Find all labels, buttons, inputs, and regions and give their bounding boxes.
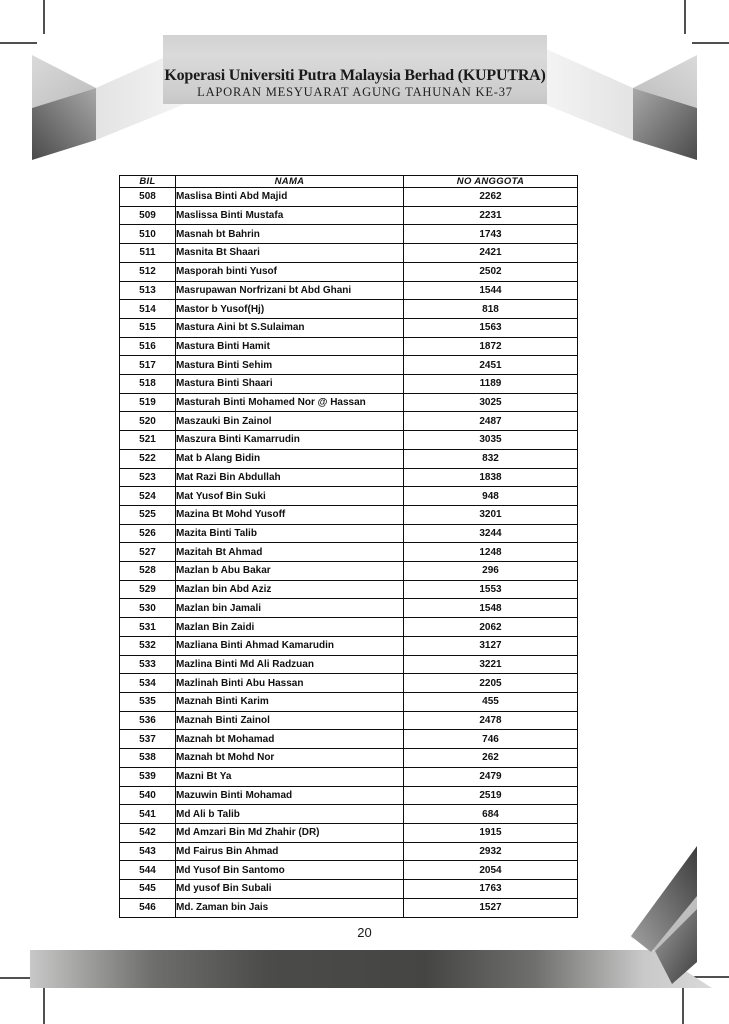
nama-cell: Maznah bt Mohamad [176, 730, 404, 749]
no-anggota-cell: 684 [404, 805, 578, 824]
no-anggota-cell: 948 [404, 487, 578, 506]
nama-cell: Mazitah Bt Ahmad [176, 543, 404, 562]
nama-cell: Mazliana Binti Ahmad Kamarudin [176, 636, 404, 655]
nama-cell: Mazlinah Binti Abu Hassan [176, 674, 404, 693]
table-row [120, 543, 578, 562]
no-anggota-cell: 746 [404, 730, 578, 749]
nama-cell: Mastura Binti Shaari [176, 375, 404, 394]
table-row [120, 337, 578, 356]
nama-cell: Maslisa Binti Abd Majid [176, 188, 404, 207]
bil-cell: 545 [120, 880, 176, 899]
nama-cell: Md yusof Bin Subali [176, 880, 404, 899]
bil-cell: 520 [120, 412, 176, 431]
nama-cell: Mazita Binti Talib [176, 524, 404, 543]
table-row [120, 880, 578, 899]
table-row [120, 805, 578, 824]
nama-cell: Maszura Binti Kamarrudin [176, 431, 404, 450]
no-anggota-cell: 2421 [404, 244, 578, 263]
no-anggota-cell: 1563 [404, 318, 578, 337]
bil-cell: 526 [120, 524, 176, 543]
table-row [120, 692, 578, 711]
table-row [120, 823, 578, 842]
no-anggota-cell: 3025 [404, 393, 578, 412]
bil-cell: 512 [120, 262, 176, 281]
bil-cell: 532 [120, 636, 176, 655]
nama-cell: Md Yusof Bin Santomo [176, 861, 404, 880]
table-row [120, 580, 578, 599]
no-anggota-cell: 2262 [404, 188, 578, 207]
no-anggota-cell: 2519 [404, 786, 578, 805]
table-row [120, 225, 578, 244]
bil-cell: 518 [120, 375, 176, 394]
no-anggota-cell: 3035 [404, 431, 578, 450]
no-anggota-cell: 262 [404, 749, 578, 768]
bil-cell: 513 [120, 281, 176, 300]
bil-cell: 521 [120, 431, 176, 450]
no-anggota-cell: 1548 [404, 599, 578, 618]
table-row [120, 730, 578, 749]
nama-cell: Mastor b Yusof(Hj) [176, 300, 404, 319]
report-title: Koperasi Universiti Putra Malaysia Berhad (KUPUTRA) [164, 67, 546, 85]
nama-cell: Md Fairus Bin Ahmad [176, 842, 404, 861]
member-table-header-row [120, 176, 578, 188]
report-subtitle: LAPORAN MESYUARAT AGUNG TAHUNAN KE-37 [197, 84, 513, 99]
no-anggota-cell: 3127 [404, 636, 578, 655]
table-row [120, 188, 578, 207]
bil-cell: 524 [120, 487, 176, 506]
table-row [120, 618, 578, 637]
bil-cell: 514 [120, 300, 176, 319]
no-anggota-cell: 455 [404, 692, 578, 711]
table-row [120, 636, 578, 655]
nama-cell: Masnita Bt Shaari [176, 244, 404, 263]
nama-cell: Mazni Bt Ya [176, 767, 404, 786]
table-row [120, 749, 578, 768]
table-row [120, 281, 578, 300]
bil-cell: 529 [120, 580, 176, 599]
no-anggota-cell: 1553 [404, 580, 578, 599]
no-anggota-cell: 1527 [404, 898, 578, 917]
bil-cell: 536 [120, 711, 176, 730]
bil-cell: 546 [120, 898, 176, 917]
table-row [120, 262, 578, 281]
table-row [120, 318, 578, 337]
no-anggota-cell: 2451 [404, 356, 578, 375]
bil-cell: 522 [120, 449, 176, 468]
nama-cell: Masrupawan Norfrizani bt Abd Ghani [176, 281, 404, 300]
no-anggota-cell: 1763 [404, 880, 578, 899]
nama-cell: Mazlan bin Abd Aziz [176, 580, 404, 599]
no-anggota-cell: 2932 [404, 842, 578, 861]
bil-cell: 519 [120, 393, 176, 412]
bil-cell: 537 [120, 730, 176, 749]
nama-cell: Mazuwin Binti Mohamad [176, 786, 404, 805]
table-row [120, 487, 578, 506]
nama-cell: Mat b Alang Bidin [176, 449, 404, 468]
table-row [120, 599, 578, 618]
no-anggota-cell: 832 [404, 449, 578, 468]
no-anggota-cell: 818 [404, 300, 578, 319]
bil-cell: 510 [120, 225, 176, 244]
nama-cell: Mazlan bin Jamali [176, 599, 404, 618]
nama-cell: Maznah Binti Zainol [176, 711, 404, 730]
bil-cell: 535 [120, 692, 176, 711]
table-row [120, 431, 578, 450]
bil-cell: 516 [120, 337, 176, 356]
bil-cell: 528 [120, 562, 176, 581]
member-table-body [120, 188, 578, 918]
table-row [120, 711, 578, 730]
nama-cell: Mazina Bt Mohd Yusoff [176, 505, 404, 524]
table-row [120, 842, 578, 861]
bil-cell: 540 [120, 786, 176, 805]
bil-cell: 509 [120, 206, 176, 225]
bil-cell: 527 [120, 543, 176, 562]
bil-cell: 538 [120, 749, 176, 768]
no-anggota-cell: 2479 [404, 767, 578, 786]
no-anggota-cell: 2231 [404, 206, 578, 225]
report-header-banner [163, 35, 547, 104]
table-row [120, 300, 578, 319]
nama-cell: Masnah bt Bahrin [176, 225, 404, 244]
table-row [120, 393, 578, 412]
bil-cell: 539 [120, 767, 176, 786]
no-anggota-cell: 2478 [404, 711, 578, 730]
bil-cell: 531 [120, 618, 176, 637]
bil-cell: 541 [120, 805, 176, 824]
table-row [120, 375, 578, 394]
no-anggota-cell: 1838 [404, 468, 578, 487]
table-row [120, 505, 578, 524]
no-anggota-cell: 1743 [404, 225, 578, 244]
nama-cell: Maszauki Bin Zainol [176, 412, 404, 431]
nama-cell: Mastura Binti Sehim [176, 356, 404, 375]
bil-cell: 525 [120, 505, 176, 524]
table-row [120, 468, 578, 487]
page-number: 20 [357, 925, 372, 940]
nama-cell: Mazlan b Abu Bakar [176, 562, 404, 581]
bil-cell: 543 [120, 842, 176, 861]
no-anggota-cell: 2205 [404, 674, 578, 693]
nama-cell: Md. Zaman bin Jais [176, 898, 404, 917]
table-row [120, 562, 578, 581]
table-row [120, 861, 578, 880]
no-anggota-cell: 2487 [404, 412, 578, 431]
nama-cell: Maznah bt Mohd Nor [176, 749, 404, 768]
table-row [120, 767, 578, 786]
nama-cell: Mat Yusof Bin Suki [176, 487, 404, 506]
table-row [120, 674, 578, 693]
table-row [120, 524, 578, 543]
no-anggota-cell: 2062 [404, 618, 578, 637]
no-anggota-cell: 1248 [404, 543, 578, 562]
nama-cell: Md Ali b Talib [176, 805, 404, 824]
no-anggota-cell: 2502 [404, 262, 578, 281]
nama-cell: Masturah Binti Mohamed Nor @ Hassan [176, 393, 404, 412]
bil-cell: 533 [120, 655, 176, 674]
bil-cell: 508 [120, 188, 176, 207]
no-anggota-cell: 1544 [404, 281, 578, 300]
no-anggota-cell: 3201 [404, 505, 578, 524]
table-row [120, 655, 578, 674]
nama-cell: Md Amzari Bin Md Zhahir (DR) [176, 823, 404, 842]
no-anggota-cell: 1872 [404, 337, 578, 356]
nama-cell: Mazlina Binti Md Ali Radzuan [176, 655, 404, 674]
no-anggota-cell: 1189 [404, 375, 578, 394]
column-header-no-anggota: NO ANGGOTA [404, 176, 578, 188]
no-anggota-cell: 3221 [404, 655, 578, 674]
bil-cell: 542 [120, 823, 176, 842]
column-header-bil: BIL [120, 176, 176, 188]
table-row [120, 449, 578, 468]
bil-cell: 517 [120, 356, 176, 375]
bil-cell: 534 [120, 674, 176, 693]
bil-cell: 530 [120, 599, 176, 618]
bil-cell: 523 [120, 468, 176, 487]
bil-cell: 511 [120, 244, 176, 263]
table-row [120, 898, 578, 917]
table-row [120, 206, 578, 225]
nama-cell: Maslissa Binti Mustafa [176, 206, 404, 225]
table-row [120, 786, 578, 805]
bil-cell: 515 [120, 318, 176, 337]
nama-cell: Mastura Binti Hamit [176, 337, 404, 356]
table-row [120, 244, 578, 263]
bil-cell: 544 [120, 861, 176, 880]
banner-ribbon-right [544, 48, 697, 160]
nama-cell: Mat Razi Bin Abdullah [176, 468, 404, 487]
nama-cell: Mazlan Bin Zaidi [176, 618, 404, 637]
nama-cell: Mastura Aini bt S.Sulaiman [176, 318, 404, 337]
table-row [120, 412, 578, 431]
member-table [119, 175, 578, 918]
no-anggota-cell: 1915 [404, 823, 578, 842]
no-anggota-cell: 296 [404, 562, 578, 581]
no-anggota-cell: 2054 [404, 861, 578, 880]
no-anggota-cell: 3244 [404, 524, 578, 543]
nama-cell: Masporah binti Yusof [176, 262, 404, 281]
nama-cell: Maznah Binti Karim [176, 692, 404, 711]
table-row [120, 356, 578, 375]
column-header-nama: NAMA [176, 176, 404, 188]
